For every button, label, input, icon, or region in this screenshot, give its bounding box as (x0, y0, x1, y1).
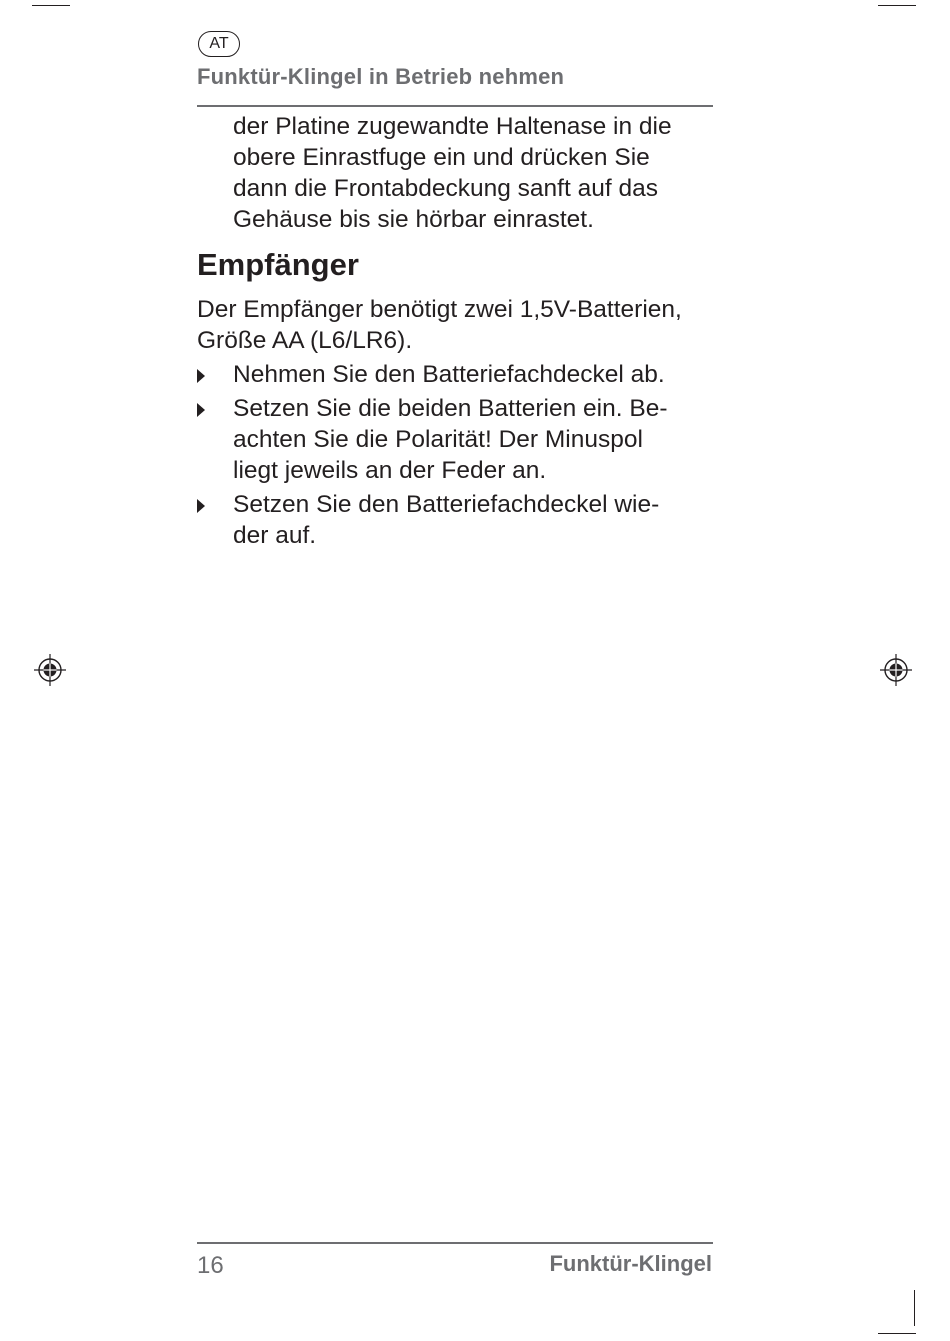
footer-rule (197, 1242, 713, 1244)
bullet-arrow-icon (197, 499, 205, 513)
header-rule (197, 105, 713, 107)
step-text (233, 359, 703, 390)
step-line: Nehmen Sie den Batteriefachdeckel ab. (233, 361, 665, 388)
step-line: Setzen Sie den Batteriefachdeckel wie- (233, 491, 660, 518)
step-line: der auf. (233, 522, 317, 549)
registration-mark-icon (880, 654, 912, 686)
section-heading: Empfänger (197, 247, 359, 282)
bullet-arrow-icon (197, 369, 205, 383)
footer-title: Funktür-Klingel (549, 1251, 712, 1276)
crop-mark-bottom-right-vertical (914, 1290, 915, 1326)
bullet-arrow-icon (197, 403, 205, 417)
step-line: liegt jeweils an der Feder an. (233, 457, 547, 484)
crop-mark-top-right (878, 5, 916, 6)
step-text (233, 393, 703, 486)
continuation-paragraph (233, 111, 713, 235)
running-head: Funktür-Klingel in Betrieb nehmen (197, 64, 565, 89)
crop-mark-top-left (32, 5, 70, 6)
crop-mark-bottom-right (878, 1333, 916, 1334)
paragraph-line: Gehäuse bis sie hörbar einrastet. (233, 206, 594, 233)
step-text (233, 489, 703, 551)
step-line: achten Sie die Polarität! Der Minuspol (233, 426, 643, 453)
paragraph-line: der Platine zugewandte Haltenase in die (233, 113, 672, 140)
paragraph-line: Größe AA (L6/LR6). (197, 327, 413, 354)
paragraph-line: dann die Frontabdeckung sanft auf das (233, 175, 658, 202)
step-line: Setzen Sie die beiden Batterien ein. Be- (233, 395, 668, 422)
paragraph-line: obere Einrastfuge ein und drücken Sie (233, 144, 650, 171)
paragraph-line: Der Empfänger benötigt zwei 1,5V-Batterien, (197, 296, 682, 323)
page-number: 16 (197, 1252, 224, 1279)
intro-paragraph (197, 294, 717, 356)
registration-mark-icon (34, 654, 66, 686)
country-badge: AT (198, 31, 240, 57)
